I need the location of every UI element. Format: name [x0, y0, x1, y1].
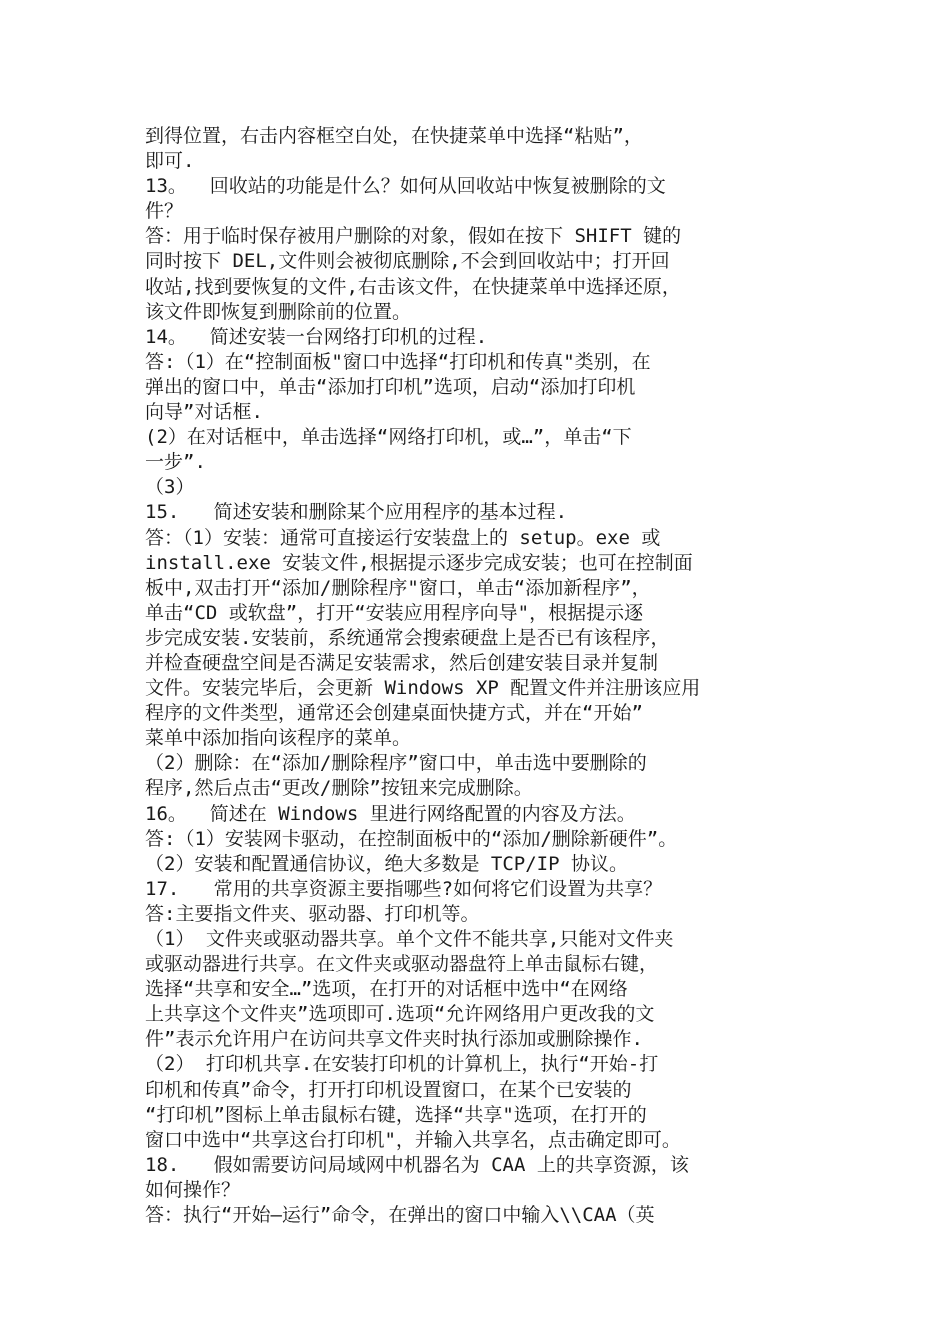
- text-line: 到得位置，右击内容框空白处，在快捷菜单中选择“粘贴”，: [145, 125, 643, 147]
- text-line: 如何操作？: [145, 1178, 241, 1201]
- text-line: （2） 打印机共享.在安装打印机的计算机上，执行“开始-打: [145, 1053, 659, 1076]
- text-line: （2）安装和配置通信协议，绝大多数是 TCP/IP 协议。: [145, 852, 628, 875]
- text-line: 向导”对话框.: [145, 401, 263, 424]
- text-line: 一步”.: [145, 451, 206, 474]
- answer-line: 答:（1）在“控制面板"窗口中选择“打印机和传真"类别，在: [145, 350, 651, 373]
- text-line: 单击“CD 或软盘”，打开“安装应用程序向导"，根据提示逐: [145, 601, 644, 624]
- text-line: “打印机”图标上单击鼠标右键，选择“共享"选项，在打开的: [145, 1103, 647, 1126]
- answer-line: 答：（1）安装：通常可直接运行安装盘上的 setup。exe 或: [145, 526, 661, 549]
- question-heading: 14。 简述安装一台网络打印机的过程.: [145, 325, 488, 348]
- text-line: 件？: [145, 200, 184, 223]
- text-line: 选择“共享和安全…”选项，在打开的对话框中选中“在网络: [145, 978, 628, 1001]
- text-line: 弹出的窗口中，单击“添加打印机”选项，启动“添加打印机: [145, 375, 636, 398]
- question-heading: 18. 假如需要访问局域网中机器名为 CAA 上的共享资源，该: [145, 1153, 689, 1176]
- question-heading: 17. 常用的共享资源主要指哪些?如何将它们设置为共享？: [145, 877, 663, 900]
- text-line: install.exe 安装文件,根据提示逐步完成安装；也可在控制面: [145, 551, 693, 574]
- text-line: 并检查硬盘空间是否满足安装需求，然后创建安装目录并复制: [145, 651, 659, 674]
- text-line: 程序,然后点击“更改/删除”按钮来完成删除。: [145, 777, 533, 800]
- answer-line: 答:（1）安装网卡驱动，在控制面板中的“添加/删除新硬件”。: [145, 827, 678, 850]
- question-heading: 16。 简述在 Windows 里进行网络配置的内容及方法。: [145, 802, 636, 825]
- answer-line: 答：执行“开始—运行”命令，在弹出的窗口中输入\\CAA（英: [145, 1204, 655, 1227]
- text-line: 印机和传真”命令，打开打印机设置窗口，在某个已安装的: [145, 1078, 632, 1101]
- text-line: 窗口中选中“共享这台打印机"，并输入共享名，点击确定即可。: [145, 1128, 681, 1151]
- text-line: （2）删除：在“添加/删除程序”窗口中，单击选中要删除的: [145, 752, 647, 775]
- text-line: (2）在对话框中，单击选择“网络打印机，或…”，单击“下: [145, 426, 632, 449]
- question-heading: 13。 回收站的功能是什么？如何从回收站中恢复被删除的文: [145, 175, 666, 198]
- document-body: [145, 124, 815, 1228]
- text-line: 同时按下 DEL,文件则会被彻底删除,不会到回收站中；打开回: [145, 250, 670, 273]
- text-line: 或驱动器进行共享。在文件夹或驱动器盘符上单击鼠标右键，: [145, 953, 659, 976]
- text-line: 即可.: [145, 150, 195, 173]
- text-line: 菜单中添加指向该程序的菜单。: [145, 727, 412, 750]
- text-line: （1） 文件夹或驱动器共享。单个文件不能共享,只能对文件夹: [145, 928, 674, 950]
- text-line: （3）: [145, 476, 195, 499]
- text-line: 程序的文件类型，通常还会创建桌面快捷方式，并在“开始”: [145, 702, 643, 725]
- text-line: 该文件即恢复到删除前的位置。: [145, 300, 412, 323]
- text-line: 上共享这个文件夹”选项即可.选项“允许网络用户更改我的文: [145, 1003, 655, 1026]
- text-line: 收站,找到要恢复的文件,右击该文件，在快捷菜单中选择还原，: [145, 275, 681, 298]
- text-line: 文件。安装完毕后，会更新 Windows XP 配置文件并注册该应用: [145, 677, 701, 700]
- answer-line: 答:主要指文件夹、驱动器、打印机等。: [145, 902, 480, 925]
- question-heading: 15. 简述安装和删除某个应用程序的基本过程.: [145, 501, 568, 524]
- answer-line: 答：用于临时保存被用户删除的对象，假如在按下 SHIFT 键的: [145, 225, 682, 248]
- text-line: 步完成安装.安装前，系统通常会搜索硬盘上是否已有该程序，: [145, 626, 670, 649]
- text-line: 件”表示允许用户在访问共享文件夹时执行添加或删除操作.: [145, 1028, 643, 1051]
- text-line: 板中,双击打开“添加/删除程序"窗口，单击“添加新程序”，: [145, 576, 651, 599]
